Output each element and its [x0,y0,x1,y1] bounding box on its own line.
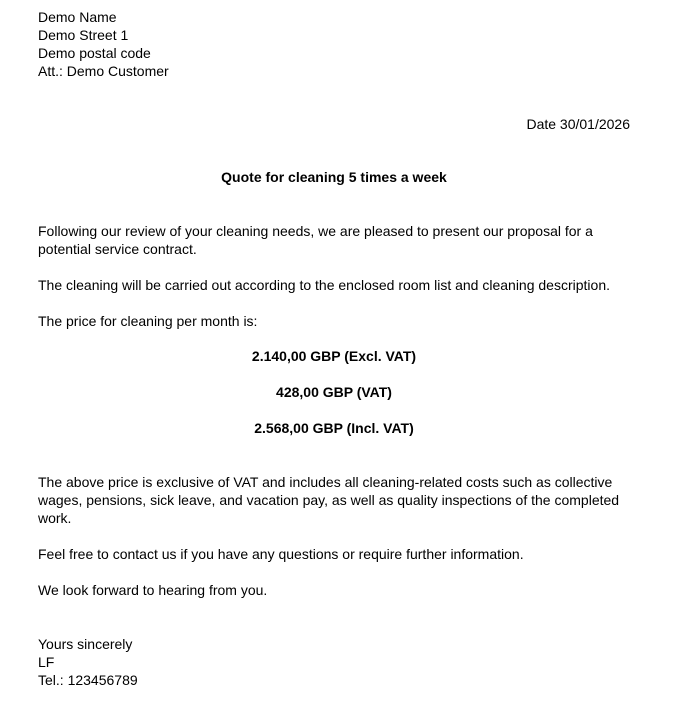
paragraph-closing: We look forward to hearing from you. [38,582,268,598]
quote-title: Quote for cleaning 5 times a week [221,169,447,185]
recipient-postal-code: Demo postal code [38,45,151,61]
recipient-address-block [38,8,630,80]
signature-block [38,635,630,689]
paragraph-vat-note: The above price is exclusive of VAT and includes all cleaning-related costs such as collective wages, pensions, sick leave, and vacation pay, as well as quality inspections of the completed work. [38,474,620,526]
recipient-street: Demo Street 1 [38,27,129,43]
signature-phone: Tel.: 123456789 [38,672,138,688]
signature-valediction: Yours sincerely [38,636,133,652]
paragraph-price-intro: The price for cleaning per month is: [38,313,258,329]
recipient-attention-line: Att.: Demo Customer [38,63,169,79]
date-line: Date 30/01/2026 [526,116,630,132]
paragraph-room-list: The cleaning will be carried out according to the enclosed room list and cleaning description. [38,277,610,293]
recipient-name: Demo Name [38,9,117,25]
price-excl-vat: 2.140,00 GBP (Excl. VAT) [251,348,417,364]
price-vat: 428,00 GBP (VAT) [276,384,392,400]
price-incl-vat: 2.568,00 GBP (Incl. VAT) [254,420,414,436]
paragraph-contact: Feel free to contact us if you have any questions or require further information. [38,546,524,562]
signature-initials: LF [38,654,55,670]
paragraph-intro: Following our review of your cleaning needs, we are pleased to present our proposal for a potential service contract. [38,223,593,257]
